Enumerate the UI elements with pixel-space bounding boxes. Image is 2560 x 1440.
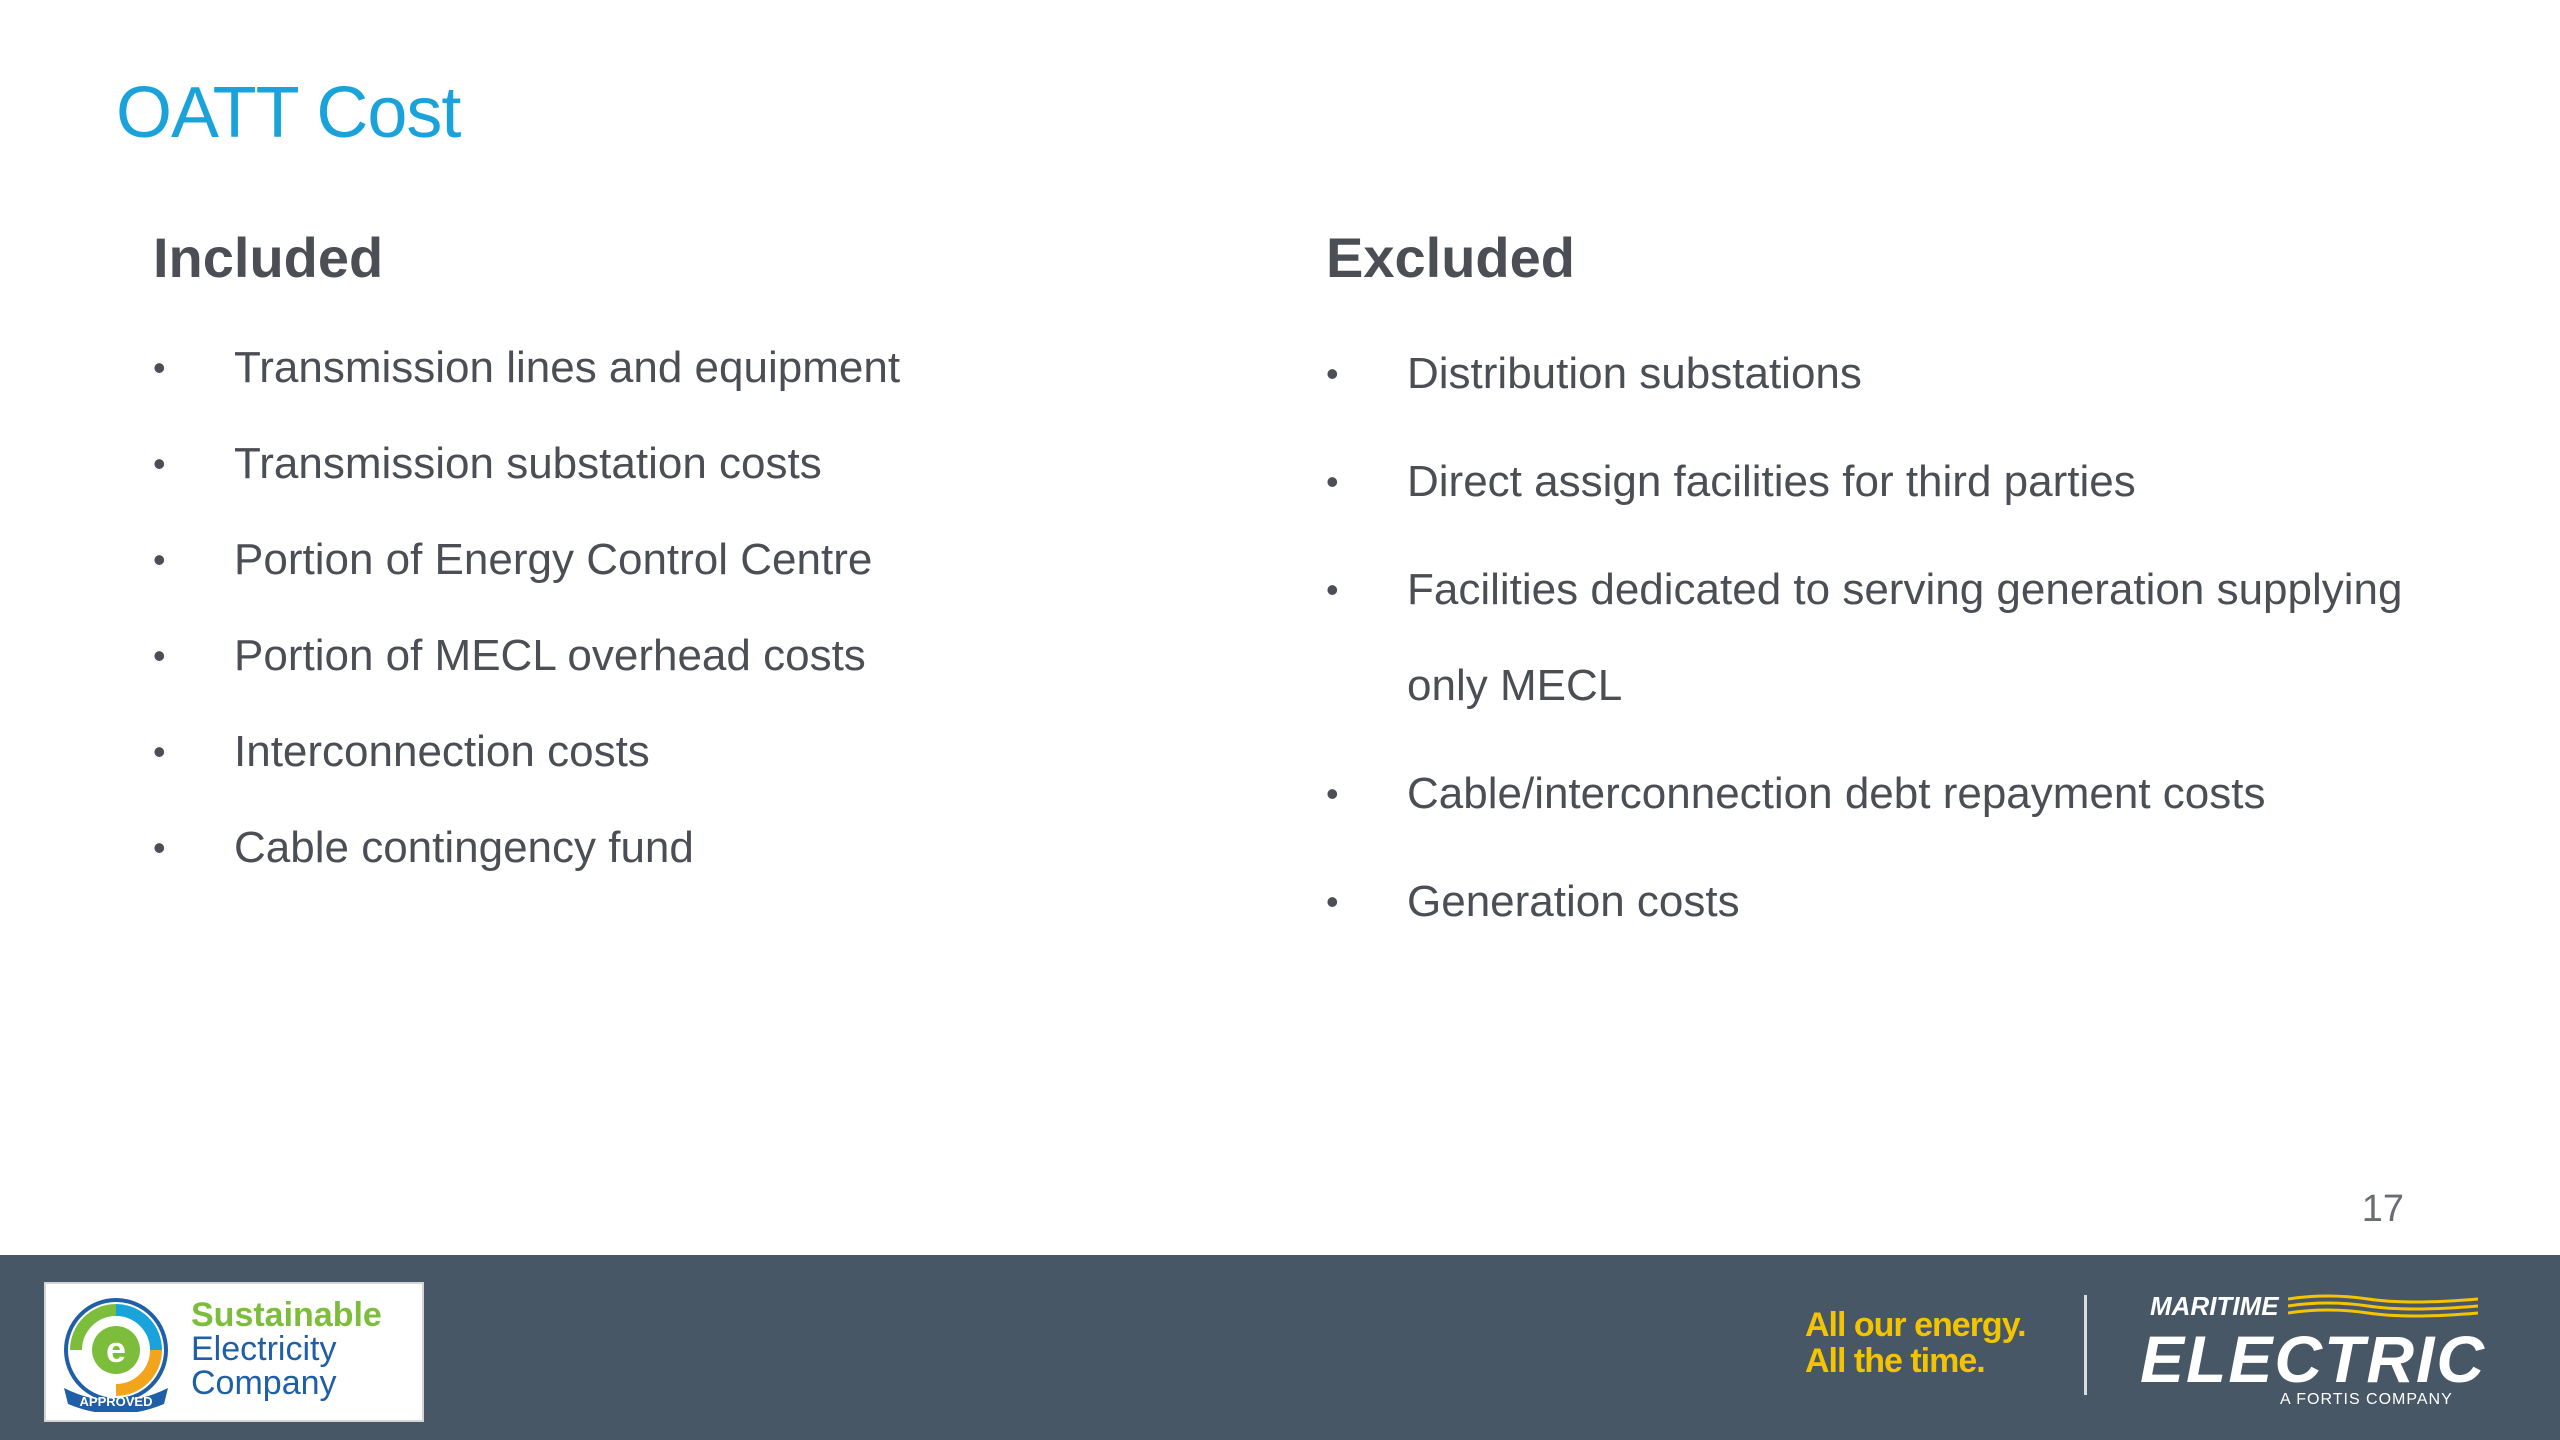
- bullet-icon: •: [153, 827, 166, 868]
- svg-text:e: e: [105, 1329, 127, 1370]
- bullet-icon: •: [1326, 569, 1339, 610]
- brand-maritime: MARITIME: [2150, 1291, 2279, 1321]
- list-item: • Transmission substation costs: [153, 416, 1253, 512]
- brand-electric: ELECTRIC: [2140, 1322, 2486, 1396]
- tagline: All our energy. All the time.: [1805, 1306, 2026, 1380]
- excluded-heading: Excluded: [1326, 226, 1575, 289]
- list-item: • Distribution substations: [1326, 326, 2476, 422]
- list-item: • Interconnection costs: [153, 704, 1253, 800]
- list-item: • Cable/interconnection debt repayment costs: [1326, 746, 2476, 842]
- bullet-icon: •: [153, 731, 166, 772]
- included-heading: Included: [153, 226, 384, 289]
- bullet-icon: •: [153, 443, 166, 484]
- bullet-icon: •: [1326, 773, 1339, 814]
- list-item: • Generation costs: [1326, 854, 2476, 950]
- wave-lines-icon: [2288, 1293, 2478, 1323]
- list-item: • Cable contingency fund: [153, 800, 1253, 896]
- bullet-icon: •: [153, 347, 166, 388]
- included-list: [153, 320, 1253, 896]
- excluded-column: [1326, 225, 2476, 962]
- svg-text:APPROVED: APPROVED: [79, 1394, 153, 1409]
- included-column: [153, 225, 1253, 896]
- list-item: • Portion of Energy Control Centre: [153, 512, 1253, 608]
- excluded-list: [1326, 326, 2476, 950]
- footer-divider: [2084, 1295, 2087, 1395]
- bullet-icon: •: [1326, 461, 1339, 502]
- maritime-electric-logo: [2140, 1287, 2486, 1408]
- brand-fortis: A FORTIS COMPANY: [2280, 1391, 2453, 1408]
- sec-logo-text: Sustainable Electricity Company: [191, 1296, 382, 1402]
- bullet-icon: •: [1326, 353, 1339, 394]
- sec-approved-logo: [44, 1282, 424, 1422]
- footer-bar: [0, 1255, 2560, 1440]
- bullet-icon: •: [153, 635, 166, 676]
- slide-title: OATT Cost: [116, 73, 461, 153]
- bullet-icon: •: [1326, 881, 1339, 922]
- list-item: • Transmission lines and equipment: [153, 320, 1253, 416]
- page-number: 17: [2361, 1188, 2404, 1230]
- sec-approved-icon: [56, 1296, 176, 1412]
- bullet-icon: •: [153, 539, 166, 580]
- list-item: • Direct assign facilities for third parties: [1326, 434, 2476, 530]
- list-item: • Facilities dedicated to serving generation supplying only MECL: [1326, 542, 2476, 734]
- list-item: • Portion of MECL overhead costs: [153, 608, 1253, 704]
